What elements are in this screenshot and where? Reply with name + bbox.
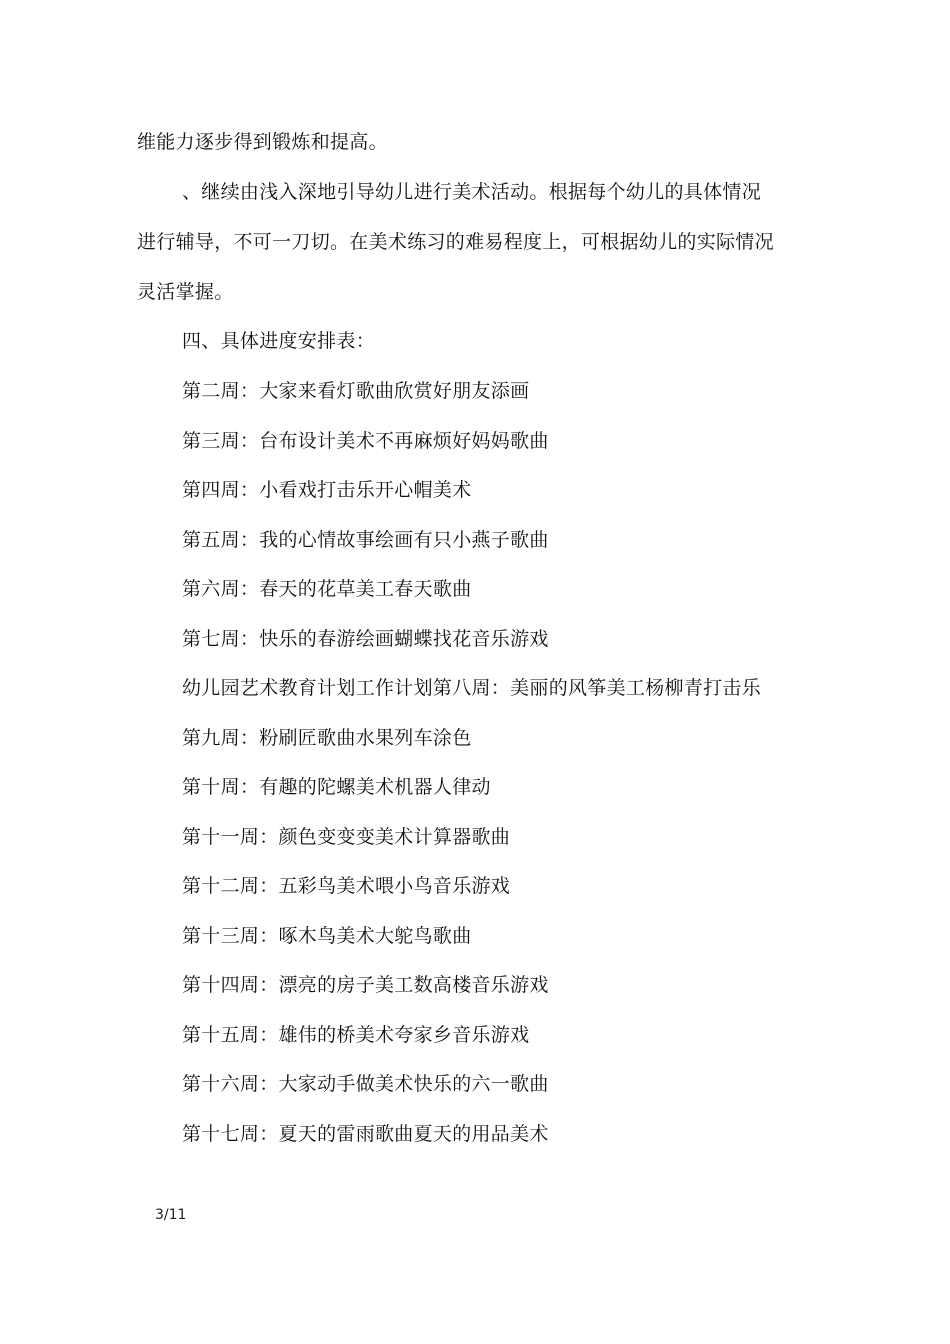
- schedule-item: 第十一周：颜色变变变美术计算器歌曲: [182, 826, 511, 848]
- schedule-item: 幼儿园艺术教育计划工作计划第八周：美丽的风筝美工杨柳青打击乐: [182, 677, 762, 699]
- schedule-item: 第五周：我的心情故事绘画有只小燕子歌曲: [182, 529, 549, 551]
- schedule-item: 第十周：有趣的陀螺美术机器人律动: [182, 776, 491, 798]
- schedule-item: 第九周：粉刷匠歌曲水果列车涂色: [182, 727, 472, 749]
- section-heading: 四、具体进度安排表：: [182, 330, 376, 352]
- paragraph-line: 、继续由浅入深地引导幼儿进行美术活动。根据每个幼儿的具体情况: [182, 181, 762, 203]
- schedule-item: 第十六周：大家动手做美术快乐的六一歌曲: [182, 1073, 549, 1095]
- page-number: 3/11: [155, 1207, 187, 1223]
- paragraph-line: 进行辅导，不可一刀切。在美术练习的难易程度上，可根据幼儿的实际情况: [137, 231, 774, 253]
- schedule-item: 第七周：快乐的春游绘画蝴蝶找花音乐游戏: [182, 628, 549, 650]
- schedule-item: 第十四周：漂亮的房子美工数高楼音乐游戏: [182, 974, 549, 996]
- schedule-item: 第六周：春天的花草美工春天歌曲: [182, 578, 472, 600]
- paragraph-line: 灵活掌握。: [137, 281, 234, 303]
- schedule-item: 第二周：大家来看灯歌曲欣赏好朋友添画: [182, 380, 530, 402]
- paragraph-line: 维能力逐步得到锻炼和提高。: [137, 131, 388, 153]
- schedule-item: 第十三周：啄木鸟美术大鸵鸟歌曲: [182, 925, 472, 947]
- schedule-item: 第四周：小看戏打击乐开心帽美术: [182, 479, 472, 501]
- schedule-item: 第十五周：雄伟的桥美术夸家乡音乐游戏: [182, 1024, 530, 1046]
- schedule-item: 第十二周：五彩鸟美术喂小鸟音乐游戏: [182, 875, 511, 897]
- schedule-item: 第十七周：夏天的雷雨歌曲夏天的用品美术: [182, 1123, 549, 1145]
- schedule-item: 第三周：台布设计美术不再麻烦好妈妈歌曲: [182, 430, 549, 452]
